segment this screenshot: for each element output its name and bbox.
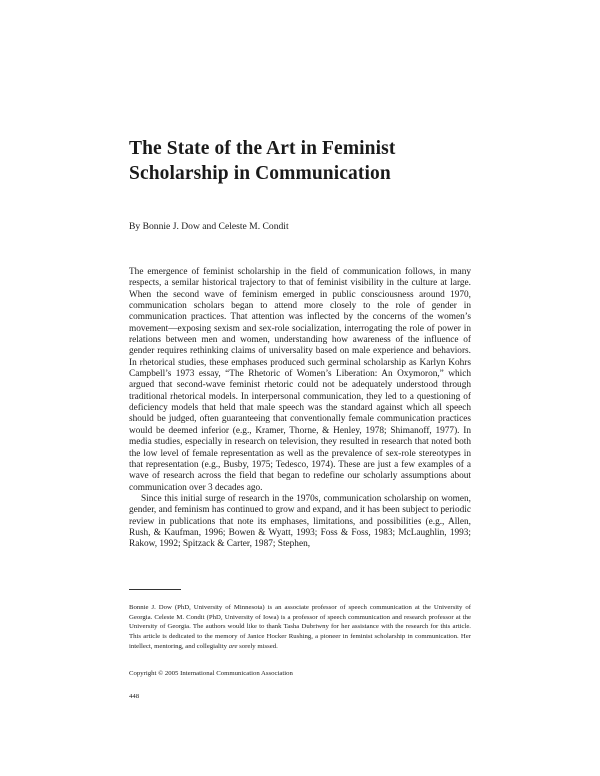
footnote-text-part-2: sorely missed. xyxy=(237,642,278,650)
footnote-italic-word: are xyxy=(228,642,238,650)
copyright-notice: Copyright © 2005 International Communication Association xyxy=(129,670,293,677)
body-paragraph-2: Since this initial surge of research in the 1970s, communication scholarship on women, gender, and feminism has continued to grow and expand, and it has been subject to periodic review in publications that note its emphases, limitations, and possibilities (e.g., Allen, Rush, & Kaufman, 1996; Bowen & Wyatt, 1993; Foss & Foss, 1983; McLaughlin, 1993; Rakow, 1992; Spitzack & Carter, 1987; Stephen, xyxy=(129,493,471,550)
author-footnote xyxy=(129,603,471,652)
article-title-line-1: The State of the Art in Feminist xyxy=(129,138,396,159)
article-body xyxy=(129,267,471,551)
footnote-text-part-1: Bonnie J. Dow (PhD, University of Minnesota) is an associate professor of speech communication at the University of Georgia. Celeste M. Condit (PhD, University of Iowa) is a professor of speech communication and research professor at the University of Georgia. The authors would like to thank Tasha Dubriwny for her assistance with the research for this article. This article is dedicated to the memory of Janice Hocker Rushing, a pioneer in feminist scholarship in communication. Her intellect, mentoring, and collegiality xyxy=(129,604,471,650)
author-byline: By Bonnie J. Dow and Celeste M. Condit xyxy=(129,221,289,232)
footnote-divider xyxy=(129,589,181,590)
article-title xyxy=(129,136,509,186)
body-paragraph-1: The emergence of feminist scholarship in the field of communication follows, in many respects, a semilar historical trajectory to that of feminist visibility in the culture at large. When the second wave of feminism emerged in public consciousness around 1970, communication scholars began to attend more closely to the role of gender in communication practices. That attention was inflected by the concerns of the women’s movement—exposing sexism and sex-role socialization, interrogating the role of power in relations between men and women, understanding how awareness of the influence of gender requires rethinking claims of universality based on male experience and behaviors. In rhetorical studies, these emphases produced such germinal scholarship as Karlyn Kohrs Campbell’s 1973 essay, “The Rhetoric of Women’s Liberation: An Oxymoron,” which argued that second-wave feminist rhetoric could not be adequately understood through traditional rhetorical models. In interpersonal communication, they led to a questioning of deficiency models that held that male speech was the standard against which all speech should be judged, often guaranteeing that conventionally female communication practices would be deemed inferior (e.g., Kramer, Thorne, & Henley, 1978; Shimanoff, 1977). In media studies, especially in research on television, they resulted in research that noted both the low level of female representation as well as the prevalence of sex-role stereotypes in that representation (e.g., Busby, 1975; Tedesco, 1974). These are just a few examples of a wave of research across the field that began to redefine our scholarly assumptions about communication over 3 decades ago. xyxy=(129,267,471,493)
page-number: 448 xyxy=(129,693,140,700)
article-title-line-2: Scholarship in Communication xyxy=(129,163,391,184)
